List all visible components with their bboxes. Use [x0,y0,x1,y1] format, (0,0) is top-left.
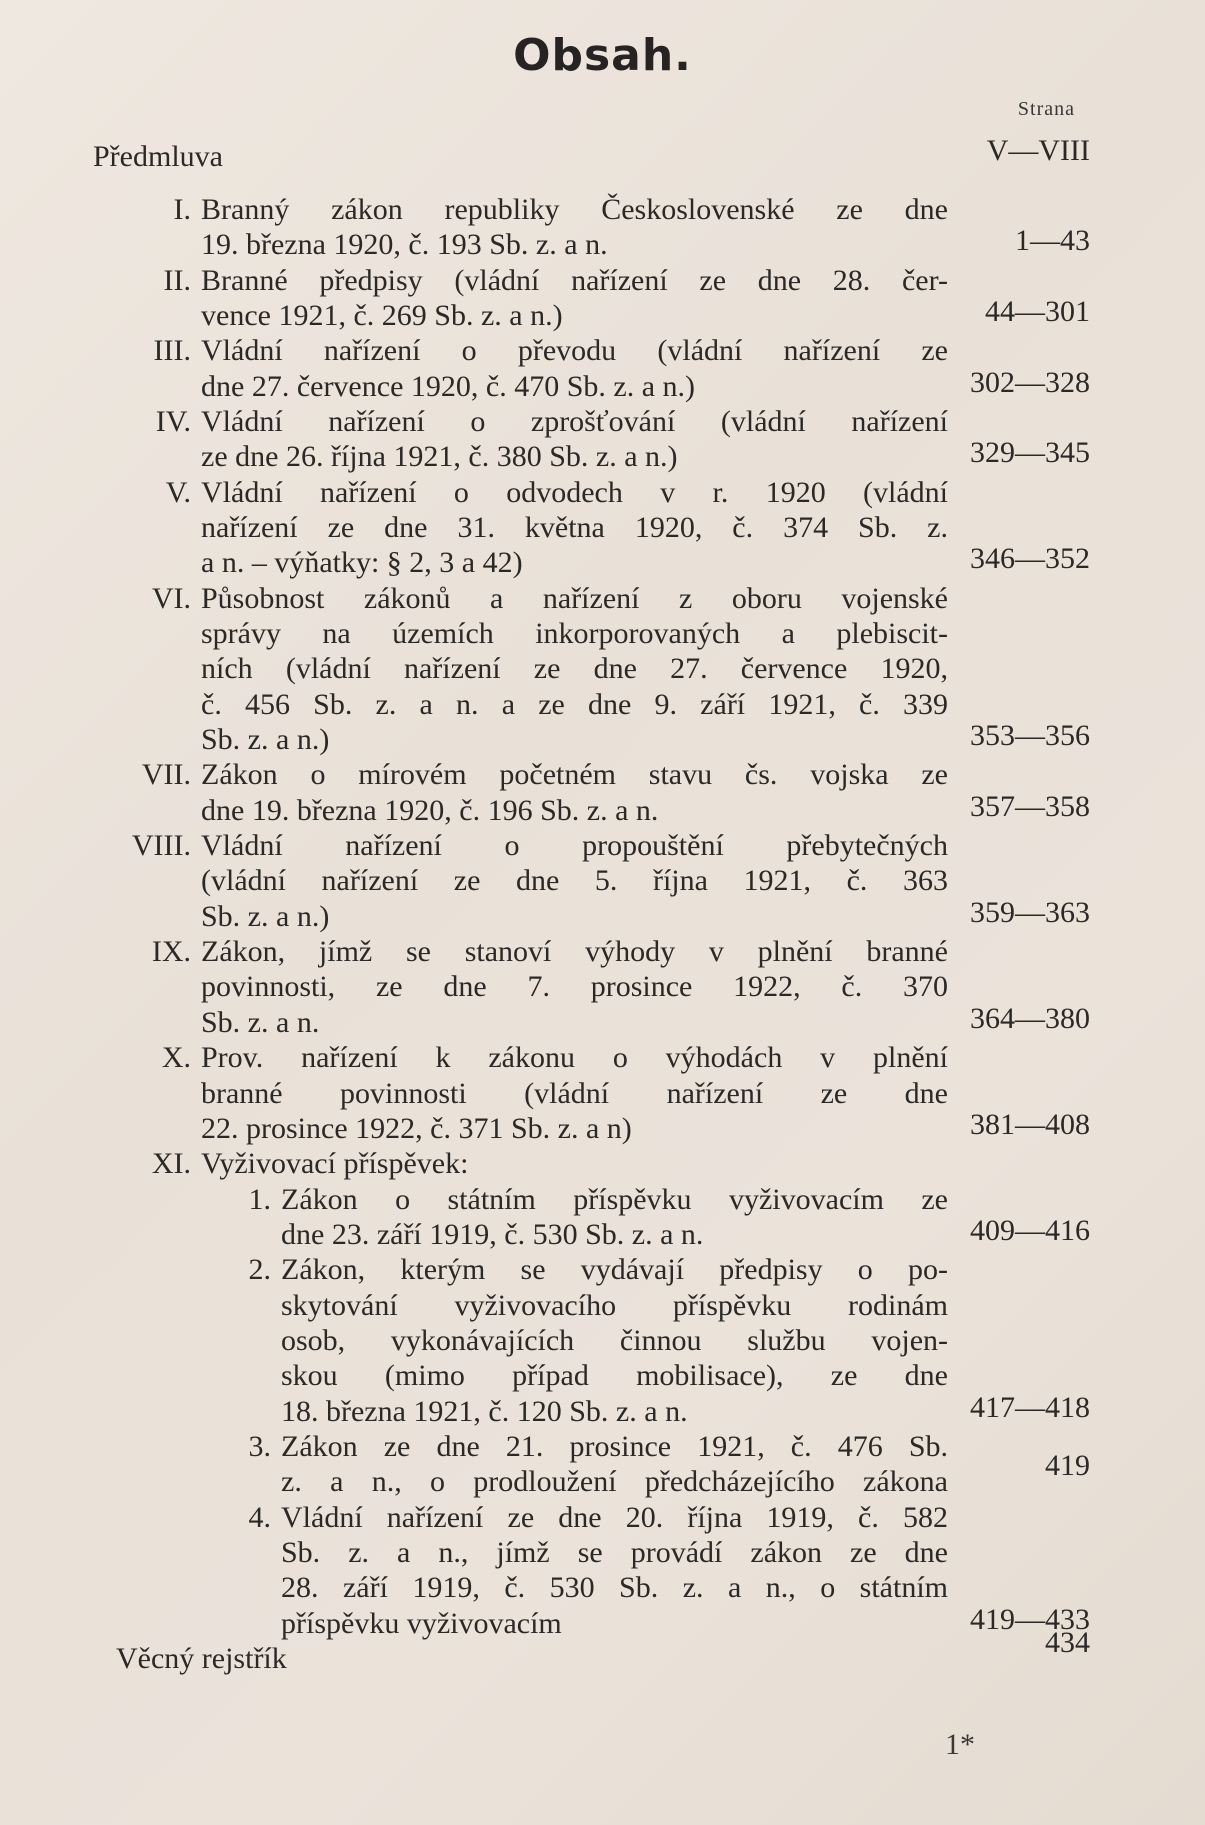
toc-entry-number: VII. [141,758,191,792]
toc-entry-number: X. [161,1041,191,1075]
dot-leader [573,298,948,334]
toc-entry-line [201,545,948,581]
page-column-header: Strana [1017,98,1075,120]
toc-entry-text: 22. prosince 1922, č. 371 Sb. z. a n) [201,1111,632,1145]
signature-mark: 1* [945,1728,975,1761]
toc-entry-text: Zákon, jímž se stanoví výhody v plnění branné [201,935,948,969]
toc-entry-text: Věcný rejstřík [116,1641,287,1675]
dot-leader [642,1111,948,1147]
toc-entry-number: VI. [151,581,191,615]
toc-entry-pages: 419—433 [970,1602,1090,1636]
toc-entry-text: branné povinnosti (vládní nařízení ze dne [201,1076,948,1110]
toc-entry-line [201,722,948,758]
toc-entry-text: skou (mimo případ mobilisace), ze dne [281,1359,948,1393]
toc-entry-line [281,1252,948,1288]
toc-entry-text: Branný zákon republiky Československé ze dne [201,193,948,226]
toc-entry-number: II. [163,263,191,297]
toc-entry-number: III. [153,334,191,368]
toc-entry-text: Sb. z. a n. [201,1005,320,1039]
toc-entry-text: Prov. nařízení k zákonu o výhodách v plnění [201,1041,948,1075]
toc-entry-line [201,1076,948,1112]
toc-entry-line [201,404,948,440]
toc-entry-text: č. 456 Sb. z. a n. a ze dne 9. září 1921, č. 339 [201,687,948,721]
toc-entry-line [201,1111,948,1147]
toc-entry-text: vence 1921, č. 269 Sb. z. a n.) [201,299,563,333]
toc-entry-text: Působnost zákonů a nařízení z oboru vojenské [201,581,948,615]
toc-entry-line [201,1005,948,1041]
toc-entry-text: nařízení ze dne 31. května 1920, č. 374 Sb. z. [201,511,948,545]
toc-entry-line [281,1606,948,1642]
dot-leader [233,139,948,175]
toc-entry-pages: 364—380 [970,1001,1090,1035]
dot-leader [705,369,948,405]
toc-entry-number: IV. [155,405,191,439]
toc-entry-line [201,333,948,369]
toc-entry-text: příspěvku vyživovacím [281,1606,562,1640]
toc-entry-text: Sb. z. a n., jímž se provádí zákon ze dne [281,1535,948,1569]
toc-entry-pages: 357—358 [970,789,1090,823]
toc-entry-pages: 434 [1045,1625,1090,1659]
toc-entry-text: Vládní nařízení o propouštění přebytečných [201,829,948,863]
toc-entry-line [281,1464,948,1500]
toc-entry-number: VIII. [131,829,191,863]
toc-entry-text: osob, vykonávajících činnou službu vojen- [281,1323,948,1357]
toc-entry-line [201,1040,948,1076]
toc-entry-number: I. [173,193,191,226]
toc-entry-text: dne 27. července 1920, č. 470 Sb. z. a n.) [201,369,696,403]
toc-entry-line [281,1429,948,1465]
toc-entry-text: ze dne 26. října 1921, č. 380 Sb. z. a n.) [201,440,678,474]
toc-entry-text: Sb. z. a n.) [201,899,330,933]
toc-entry-line [201,510,948,546]
dot-leader [688,439,948,475]
toc-entry-line [281,1288,948,1324]
toc-entry-line [116,1641,948,1677]
toc-entry-pages: 359—363 [970,895,1090,929]
toc-entry-text: Vládní nařízení o převodu (vládní nařízení ze [201,334,948,368]
dot-leader [329,1005,948,1041]
toc-entry-pages: 381—408 [970,1107,1090,1141]
toc-entry-pages: 417—418 [970,1390,1090,1424]
toc-entry-line [201,828,948,864]
toc-entry-line [201,1146,948,1182]
toc-entry-text: 28. září 1919, č. 530 Sb. z. a n., o státním [281,1571,948,1605]
toc-entry-text: 18. března 1921, č. 120 Sb. z. a n. [281,1394,688,1428]
toc-entry-line [281,1394,948,1430]
toc-entry-number: XI. [151,1147,191,1181]
toc-entry-number: 2. [248,1253,271,1287]
dot-leader [297,1641,948,1677]
toc-entry-line [201,793,948,829]
toc-entry-line [201,899,948,935]
toc-entry-text: skytování vyživovacího příspěvku rodinám [281,1288,948,1322]
toc-entry-text: Vládní nařízení o odvodech v r. 1920 (vládní [201,475,948,509]
toc-entry-line [281,1358,948,1394]
toc-entry-number: 1. [248,1182,271,1216]
toc-entry-line [281,1500,948,1536]
toc-entry-line [93,139,948,175]
toc-entry-text: Zákon o státním příspěvku vyživovacím ze [281,1182,948,1216]
toc-entry-text: Zákon ze dne 21. prosince 1921, č. 476 Sb. [281,1429,948,1463]
toc-entry-text: 19. března 1920, č. 193 Sb. z. a n. [201,228,608,262]
dot-leader [339,722,948,758]
toc-entry-number: V. [165,475,191,509]
toc-entry-line [201,439,948,475]
toc-entry-pages: 329—345 [970,436,1090,470]
dot-leader [618,227,948,263]
toc-entry-pages: 353—356 [970,719,1090,753]
toc-entry-line [281,1323,948,1359]
dot-leader [713,1217,948,1253]
toc-entry-line [201,475,948,511]
toc-entry-text: Vyživovací příspěvek: [201,1147,469,1181]
toc-entry-line [201,263,948,299]
toc-entry-text: dne 19. března 1920, č. 196 Sb. z. a n. [201,793,659,827]
toc-entry-pages: 409—416 [970,1213,1090,1247]
toc-entry-pages: 44—301 [985,295,1090,329]
toc-entry-text: Předmluva [93,140,223,173]
dot-leader [533,545,948,581]
dot-leader [339,899,948,935]
dot-leader [698,1394,948,1430]
toc-entry-text: správy na územích inkorporovaných a plebiscit- [201,617,948,651]
toc-entry-line [201,863,948,899]
toc-entry-text: z. a n., o prodloužení předcházejícího zákona [281,1465,948,1499]
toc-entry-line [201,227,948,263]
toc-entry-line [201,651,948,687]
toc-entry-text: povinnosti, ze dne 7. prosince 1922, č. 370 [201,970,948,1004]
toc-entry-pages: 346—352 [970,542,1090,576]
toc-entry-text: ních (vládní nařízení ze dne 27. července 1920, [201,652,948,686]
page-title: Obsah. [513,30,692,81]
toc-entry-text: dne 23. září 1919, č. 530 Sb. z. a n. [281,1217,704,1251]
toc-entry-line [201,369,948,405]
toc-entry-line [201,687,948,723]
toc-entry-pages: 1—43 [1015,224,1090,258]
toc-entry-line [201,616,948,652]
toc-entry-line [281,1217,948,1253]
toc-entry-line [201,934,948,970]
toc-entry-text: Zákon, kterým se vydávají předpisy o po- [281,1253,948,1287]
toc-entry-number: 3. [248,1429,271,1463]
toc-entry-text: Vládní nařízení o zprošťování (vládní nařízení [201,405,948,439]
toc-entry-line [201,581,948,617]
toc-entry-text: Sb. z. a n.) [201,723,330,757]
toc-entry-text: Branné předpisy (vládní nařízení ze dne 28. čer- [201,263,948,297]
toc-entry-text: (vládní nařízení ze dne 5. října 1921, č. 363 [201,864,948,898]
toc-entry-text: a n. – výňatky: § 2, 3 a 42) [201,546,523,580]
toc-entry-line [281,1570,948,1606]
toc-entry-line [201,298,948,334]
toc-entry-number: IX. [151,935,191,969]
toc-entry-line [201,969,948,1005]
toc-entry-pages: V—VIII [986,134,1090,167]
toc-entry-number: 4. [248,1500,271,1534]
toc-entry-line [201,192,948,228]
dot-leader [668,793,948,829]
toc-entry-text: Zákon o mírovém početném stavu čs. vojska ze [201,758,948,792]
toc-entry-pages: 302—328 [970,365,1090,399]
toc-entry-line [281,1182,948,1218]
dot-leader [572,1606,948,1642]
toc-entry-line [281,1535,948,1571]
toc-entry-pages: 419 [1045,1449,1090,1483]
toc-entry-line [201,757,948,793]
toc-entry-text: Vládní nařízení ze dne 20. října 1919, č. 582 [281,1500,948,1534]
